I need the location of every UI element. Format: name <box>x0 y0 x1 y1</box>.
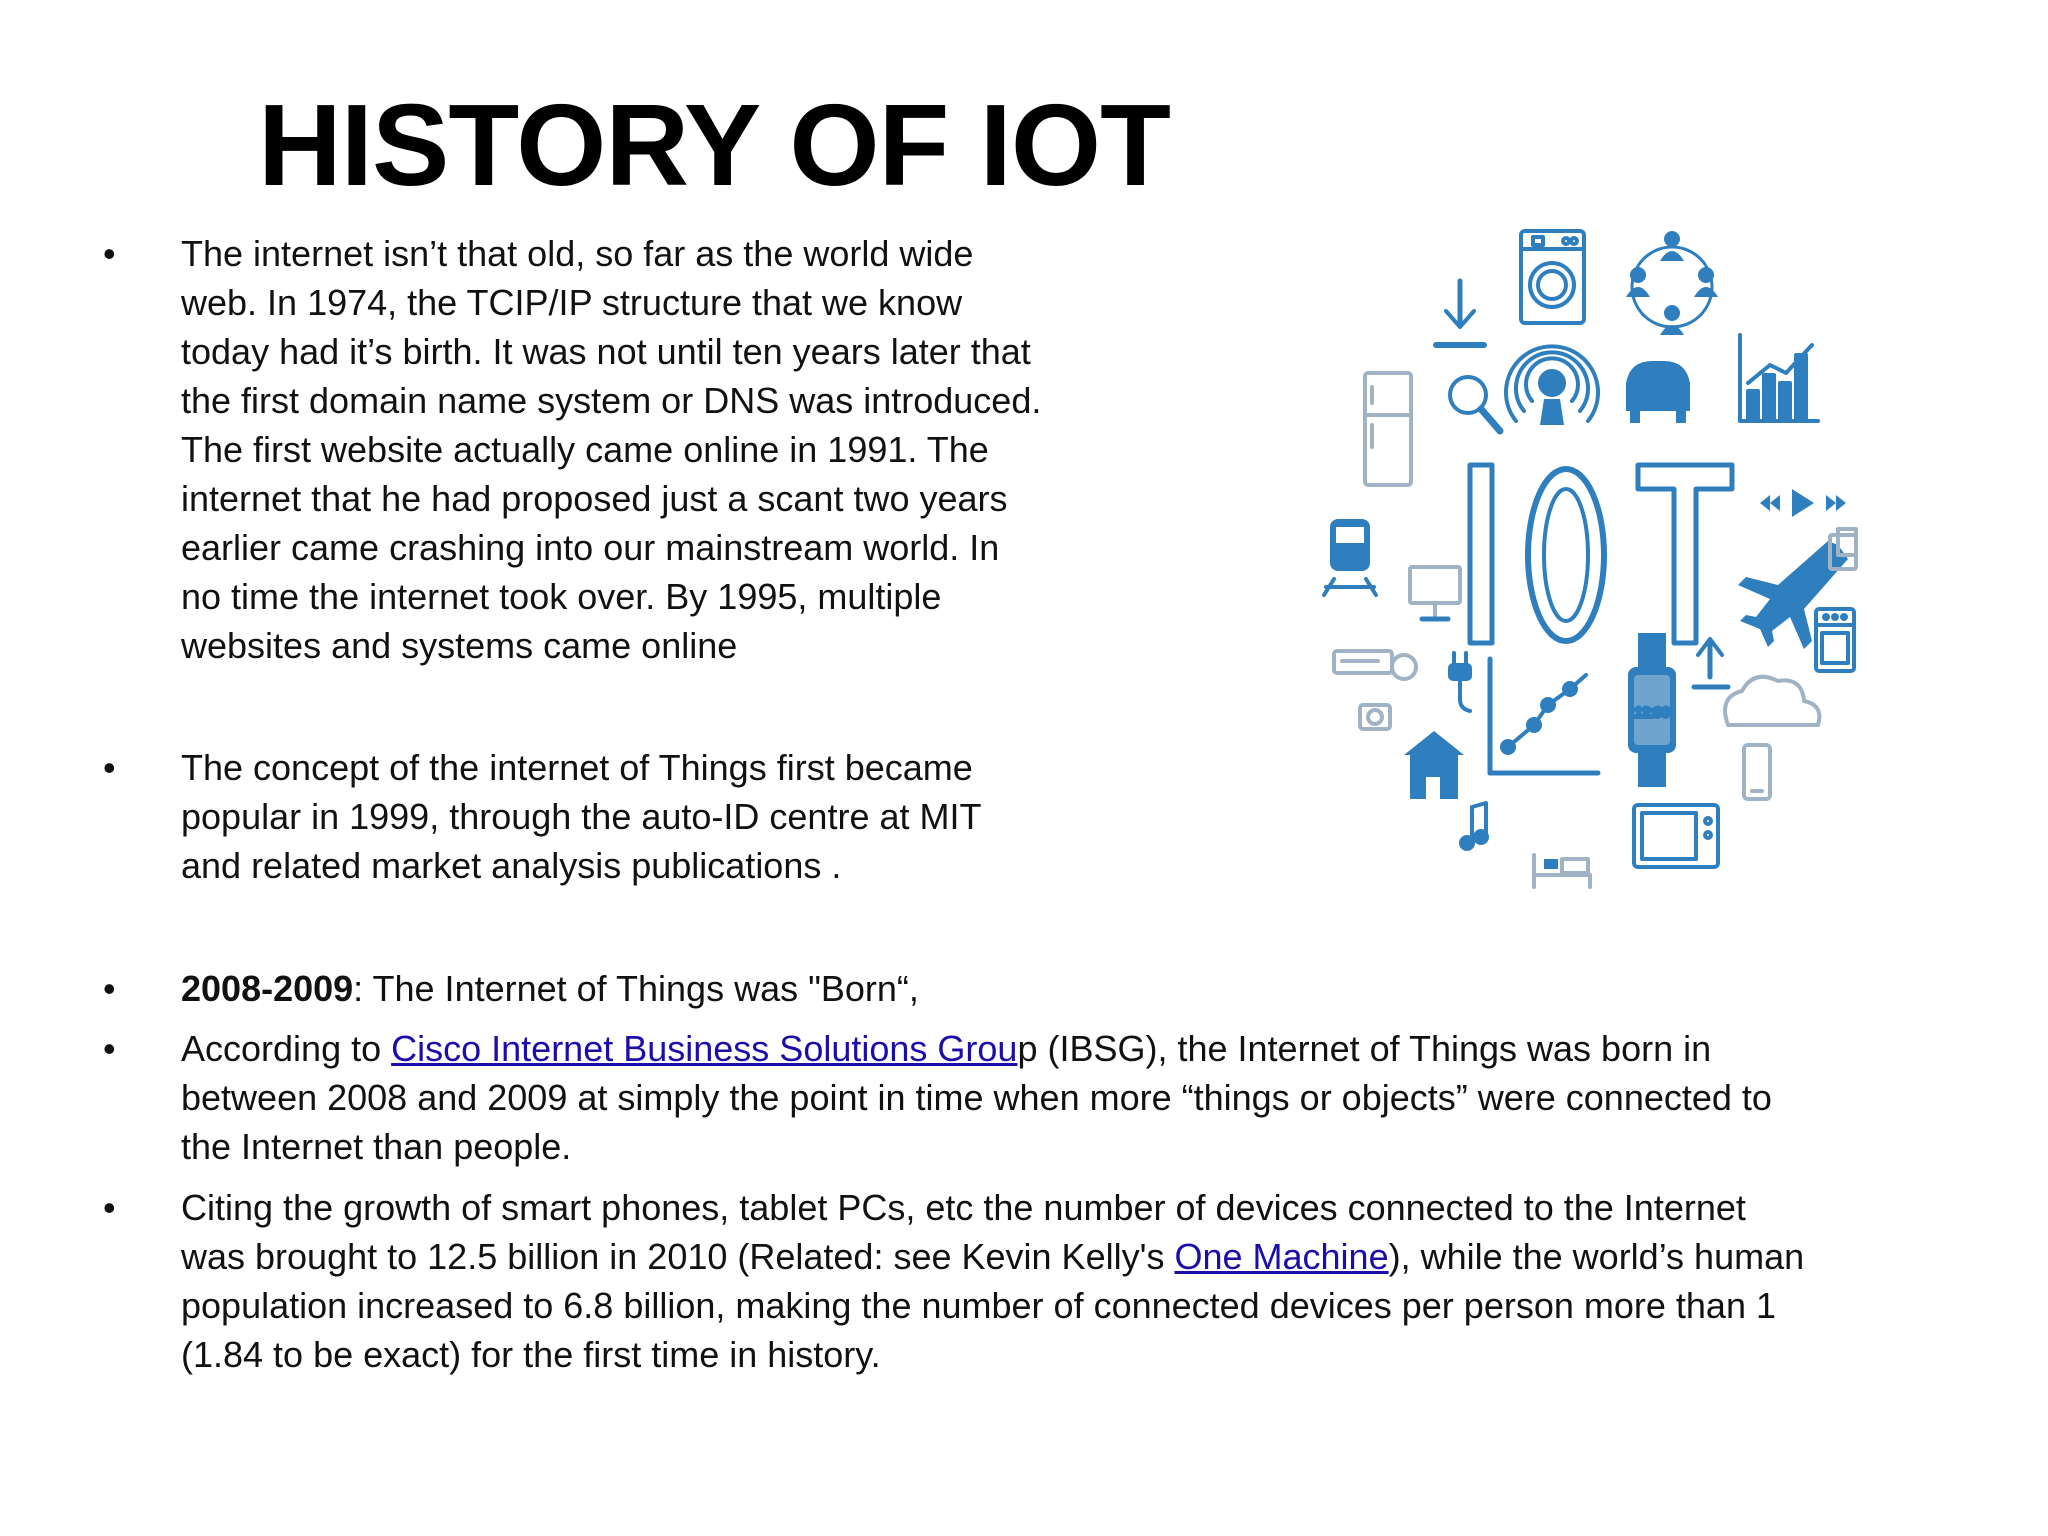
monitor-icon <box>1410 567 1460 619</box>
one-machine-link[interactable]: One Machine <box>1174 1236 1389 1277</box>
microwave-icon <box>1634 805 1718 867</box>
bullet-symbol: • <box>103 233 116 274</box>
cisco-ibsg-link[interactable]: Cisco Internet Business Solutions Grou <box>391 1028 1018 1069</box>
text-line: websites and systems came online <box>181 625 738 666</box>
camera-icon <box>1360 705 1390 729</box>
bullet-1-text <box>181 229 1041 670</box>
text-line: The concept of the internet of Things first became <box>181 747 973 788</box>
text-before: was brought to 12.5 billion in 2010 (Related: see Kevin Kelly's <box>181 1236 1175 1277</box>
bar-chart-icon <box>1740 335 1818 421</box>
media-controls-icon <box>1760 489 1846 517</box>
broadcast-person-icon <box>1506 346 1598 425</box>
text-line: Citing the growth of smart phones, tablet PCs, etc the number of devices connected to the Internet <box>181 1187 1746 1228</box>
upload-icon <box>1694 639 1728 687</box>
cloud-icon <box>1725 677 1819 725</box>
text-line: population increased to 6.8 billion, making the number of connected devices per person more than 1 <box>181 1285 1776 1326</box>
plug-icon <box>1450 653 1470 711</box>
bullet-2-text <box>181 743 981 890</box>
text-line: earlier came crashing into our mainstream world. In <box>181 527 1000 568</box>
bullet-symbol: • <box>103 968 116 1009</box>
washing-machine-icon <box>1521 231 1584 323</box>
train-icon <box>1324 519 1376 595</box>
text-line: and related market analysis publications . <box>181 845 842 886</box>
game-console-icon <box>1334 651 1416 679</box>
bullet-symbol: • <box>103 747 116 788</box>
bold-years: 2008-2009 <box>181 968 354 1009</box>
bullet-symbol: • <box>103 1187 116 1228</box>
bullet-4-text <box>181 1024 1772 1171</box>
download-icon <box>1436 281 1484 345</box>
text-line: The first website actually came online in 1991. The <box>181 429 989 470</box>
watch-time: 12:00 <box>1634 704 1670 720</box>
bullet-3-text <box>181 964 919 1013</box>
text-line: internet that he had proposed just a scant two years <box>181 478 1008 519</box>
text-line: the Internet than people. <box>181 1126 572 1167</box>
iot-illustration <box>1308 215 1898 905</box>
bed-icon <box>1534 855 1590 887</box>
text-line: the first domain name system or DNS was introduced. <box>181 380 1042 421</box>
slide-title: HISTORY OF IOT <box>258 80 1170 210</box>
magnifier-icon <box>1450 377 1500 431</box>
refrigerator-icon <box>1365 373 1411 485</box>
stove-icon <box>1816 609 1854 671</box>
home-icon <box>1404 731 1464 799</box>
text-rest: : The Internet of Things was "Born“, <box>353 968 919 1009</box>
text-before: According to <box>181 1028 392 1069</box>
text-line: popular in 1999, through the auto-ID centre at MIT <box>181 796 982 837</box>
text-line: (1.84 to be exact) for the first time in history. <box>181 1334 881 1375</box>
line-chart-icon <box>1490 659 1598 773</box>
text-line: today had it’s birth. It was not until ten years later that <box>181 331 1031 372</box>
music-note-icon <box>1461 803 1487 849</box>
bullet-5-text <box>181 1183 1804 1379</box>
text-line: no time the internet took over. By 1995, multiple <box>181 576 942 617</box>
car-icon <box>1626 361 1690 423</box>
bullet-symbol: • <box>103 1028 116 1069</box>
iot-letters <box>1470 465 1732 643</box>
text-line: The internet isn’t that old, so far as the world wide <box>181 233 974 274</box>
text-after: p (IBSG), the Internet of Things was born in <box>1017 1028 1712 1069</box>
smartphone-icon <box>1744 745 1770 799</box>
text-line: web. In 1974, the TCIP/IP structure that we know <box>181 282 963 323</box>
text-after: ), while the world’s human <box>1388 1236 1805 1277</box>
text-line: between 2008 and 2009 at simply the point in time when more “things or objects” were connected to <box>181 1077 1772 1118</box>
